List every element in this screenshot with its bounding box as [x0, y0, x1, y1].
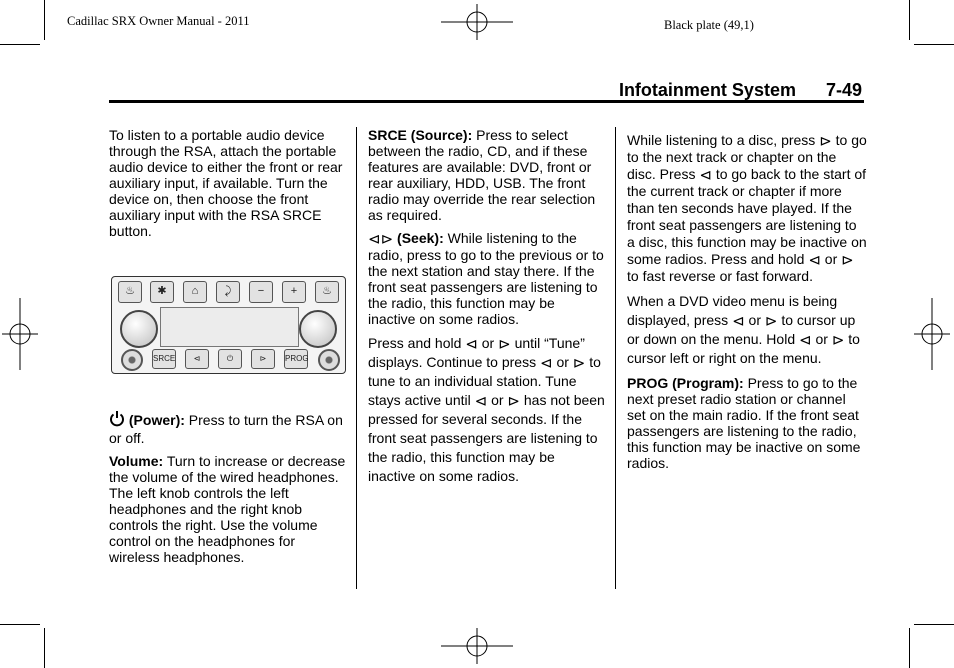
seek-text: While listening to the radio, press to go to the previous or to the next station and stay there. If the front seat passengers are listening to the radio, this function may be inactive on some radios. [368, 230, 604, 327]
crop-mark [44, 0, 45, 40]
heated-seat-left-button[interactable]: ♨ [118, 281, 142, 303]
seek-forward-icon: ⊳ [572, 355, 586, 372]
column-divider [356, 127, 357, 589]
disc-text: to fast reverse or fast forward. [627, 268, 813, 284]
seek-back-icon: ⊲ [799, 332, 812, 349]
seek-label: (Seek): [397, 230, 444, 246]
seek-back-icon: ⊲ [465, 336, 478, 353]
srce-text: Press to select between the radio, CD, and if these features are available: DVD, front or rear auxiliary, HDD, USB. The front radio may override the rear selection as required. [368, 127, 596, 223]
paragraph-tune [368, 334, 606, 486]
dvd-text: or [744, 312, 765, 328]
paragraph-disc [627, 132, 867, 285]
seek-back-icon: ⊲ [808, 252, 821, 269]
tune-text: Press and hold [368, 335, 466, 351]
plate-label: Black plate (49,1) [664, 18, 754, 32]
seek-forward-icon: ⊳ [831, 332, 845, 349]
prog-button[interactable]: PROG [284, 349, 308, 369]
seek-forward-icon: ⊳ [764, 313, 778, 330]
column-1-lower [109, 410, 347, 572]
crop-mark [909, 628, 910, 668]
disc-text: to go to the next track or chapter on the disc. Press [627, 132, 867, 182]
power-label: (Power): [128, 412, 185, 428]
tune-text: or [477, 335, 499, 351]
fan-button[interactable]: ✱ [150, 281, 174, 303]
crop-mark [0, 44, 40, 45]
seek-forward-button[interactable]: ⊳ [251, 349, 275, 369]
tune-text: until “Tune” displays. Continue to press [368, 335, 585, 370]
tune-text: or [552, 354, 573, 370]
power-icon [109, 410, 125, 430]
registration-mark-left [2, 298, 38, 370]
disc-text: or [820, 251, 842, 267]
section-title: Infotainment System [618, 80, 796, 100]
crop-mark [909, 0, 910, 40]
volume-label: Volume: [109, 453, 164, 469]
left-headphone-jack [121, 349, 143, 371]
column-3 [627, 132, 867, 478]
seek-back-icon: ⊲ [699, 167, 712, 184]
paragraph-seek [368, 230, 606, 327]
dvd-text: or [811, 331, 832, 347]
minus-button[interactable]: − [249, 281, 273, 303]
left-volume-knob[interactable] [120, 310, 158, 348]
paragraph-dvd-menu [627, 292, 867, 368]
tune-text: or [487, 392, 508, 408]
column-2 [368, 127, 606, 493]
section-heading [619, 80, 862, 101]
tune-text: to tune to an individual station. Tune stays active until [368, 354, 601, 408]
plus-button[interactable]: + [282, 281, 306, 303]
crop-mark [914, 624, 954, 625]
paragraph-power [109, 410, 347, 446]
column-1 [109, 127, 347, 246]
right-volume-knob[interactable] [299, 310, 337, 348]
dvd-text: to cursor up or down on the menu. Hold [627, 312, 856, 347]
seek-back-icon: ⊲ [474, 393, 488, 410]
registration-mark-bottom [441, 628, 513, 664]
paragraph-srce [368, 127, 606, 223]
srce-button[interactable]: SRCE [152, 349, 176, 369]
crop-mark [0, 624, 40, 625]
seek-forward-icon: ⊳ [841, 252, 854, 269]
rsa-control-panel [111, 276, 346, 374]
registration-mark-top [441, 4, 513, 40]
paragraph-prog [627, 375, 867, 471]
srce-label: SRCE (Source): [368, 127, 473, 143]
heated-seat-right-button[interactable]: ♨ [315, 281, 339, 303]
dvd-text: When a DVD video menu is being displayed, press [627, 293, 838, 328]
panel-display [160, 307, 299, 347]
seek-forward-icon: ⊳ [498, 336, 511, 353]
crop-mark [914, 44, 954, 45]
seek-back-icon: ⊲ [732, 313, 745, 330]
paragraph-portable-audio: To listen to a portable audio device through the RSA, attach the portable audio device to either the front or rear auxiliary input, if available. Turn the device on, then choose the front auxiliary input with the RSA SRCE button. [109, 127, 343, 239]
column-divider [615, 127, 616, 589]
prog-text: Press to go to the next preset radio station or channel set on the main radio. If the front seat passengers are listening to the radio, this function may be inactive on some radios. [627, 375, 861, 471]
manual-title: Cadillac SRX Owner Manual - 2011 [67, 14, 250, 28]
disc-text: to go back to the start of the current track or chapter if more than ten seconds have played. If the front seat passengers are listening to a disc, this function may be inactive on some radios. Press and hold [627, 166, 867, 267]
seek-back-icon: ⊲ [368, 231, 381, 248]
power-button[interactable]: ⏻ [218, 349, 242, 369]
page-number: 7-49 [825, 80, 862, 100]
front-defrost-button[interactable]: ⌂ [183, 281, 207, 303]
registration-mark-right [914, 298, 950, 370]
tune-text: has not been pressed for several seconds. If the front seat passengers are listening to the radio, this function may be inactive on some radios. [368, 392, 605, 484]
power-text: Press to turn the RSA on or off. [109, 412, 343, 446]
paragraph-volume [109, 453, 347, 565]
dvd-text: to cursor left or right on the menu. [627, 331, 860, 366]
seek-back-icon: ⊲ [539, 355, 553, 372]
airflow-button[interactable]: ⤸ [216, 281, 240, 303]
disc-text: While listening to a disc, press [627, 132, 820, 148]
seek-back-button[interactable]: ⊲ [185, 349, 209, 369]
volume-text: Turn to increase or decrease the volume of the wired headphones. The left knob controls the left headphones and the right knob controls the right. Use the volume control on the headphones for wireless headphones. [109, 453, 346, 565]
prog-label: PROG (Program): [627, 375, 744, 391]
seek-forward-icon: ⊳ [507, 393, 520, 410]
right-headphone-jack [318, 349, 340, 371]
header-rule [109, 100, 864, 103]
seek-forward-icon: ⊳ [380, 231, 394, 248]
seek-forward-icon: ⊳ [819, 133, 832, 150]
crop-mark [44, 628, 45, 668]
